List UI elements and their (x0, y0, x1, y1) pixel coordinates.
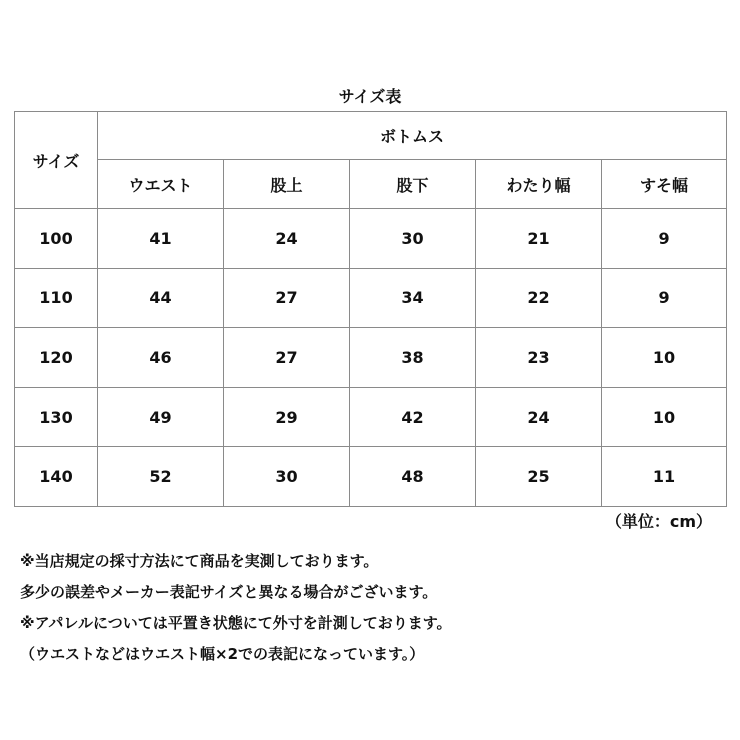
table-cell: 25 (476, 447, 602, 507)
notes (20, 546, 452, 670)
table-row (15, 268, 727, 328)
unit-label: （単位：cm） (605, 512, 712, 531)
table-cell: 24 (476, 387, 602, 447)
note-line: ※当店規定の採寸方法にて商品を実測しております。 (20, 552, 379, 570)
table-cell: 46 (98, 328, 224, 388)
column-header-inseam: 股下 (350, 160, 476, 209)
table-cell: 41 (98, 209, 224, 269)
size-cell: 100 (15, 209, 98, 269)
table-cell: 44 (98, 268, 224, 328)
note-line: ※アパレルについては平置き状態にて外寸を計測しております。 (20, 614, 452, 632)
table-cell: 42 (350, 387, 476, 447)
table-row (15, 447, 727, 507)
table-cell: 9 (602, 209, 727, 269)
column-header-rise: 股上 (224, 160, 350, 209)
page-title: サイズ表 (338, 87, 402, 106)
size-table (14, 111, 727, 507)
group-header: ボトムス (98, 112, 727, 160)
note-line: 多少の誤差やメーカー表記サイズと異なる場合がございます。 (20, 583, 438, 601)
table-cell: 24 (224, 209, 350, 269)
table-cell: 52 (98, 447, 224, 507)
table-cell: 10 (602, 328, 727, 388)
table-row (15, 387, 727, 447)
table-cell: 22 (476, 268, 602, 328)
header-row-group (15, 112, 727, 160)
header-row-columns (15, 160, 727, 209)
column-header-thigh: わたり幅 (476, 160, 602, 209)
table-cell: 38 (350, 328, 476, 388)
size-cell: 110 (15, 268, 98, 328)
table-cell: 34 (350, 268, 476, 328)
table-cell: 48 (350, 447, 476, 507)
table-cell: 23 (476, 328, 602, 388)
table-cell: 27 (224, 268, 350, 328)
size-header: サイズ (15, 112, 98, 209)
column-header-waist: ウエスト (98, 160, 224, 209)
column-header-hem: すそ幅 (602, 160, 727, 209)
size-cell: 140 (15, 447, 98, 507)
table-cell: 27 (224, 328, 350, 388)
table-cell: 9 (602, 268, 727, 328)
table-cell: 29 (224, 387, 350, 447)
table-cell: 21 (476, 209, 602, 269)
table-row (15, 328, 727, 388)
size-cell: 120 (15, 328, 98, 388)
size-cell: 130 (15, 387, 98, 447)
table-cell: 30 (224, 447, 350, 507)
note-line: （ウエストなどはウエスト幅×2での表記になっています。） (20, 645, 425, 663)
table-cell: 49 (98, 387, 224, 447)
table-row (15, 209, 727, 269)
table-cell: 30 (350, 209, 476, 269)
table-cell: 10 (602, 387, 727, 447)
table-cell: 11 (602, 447, 727, 507)
